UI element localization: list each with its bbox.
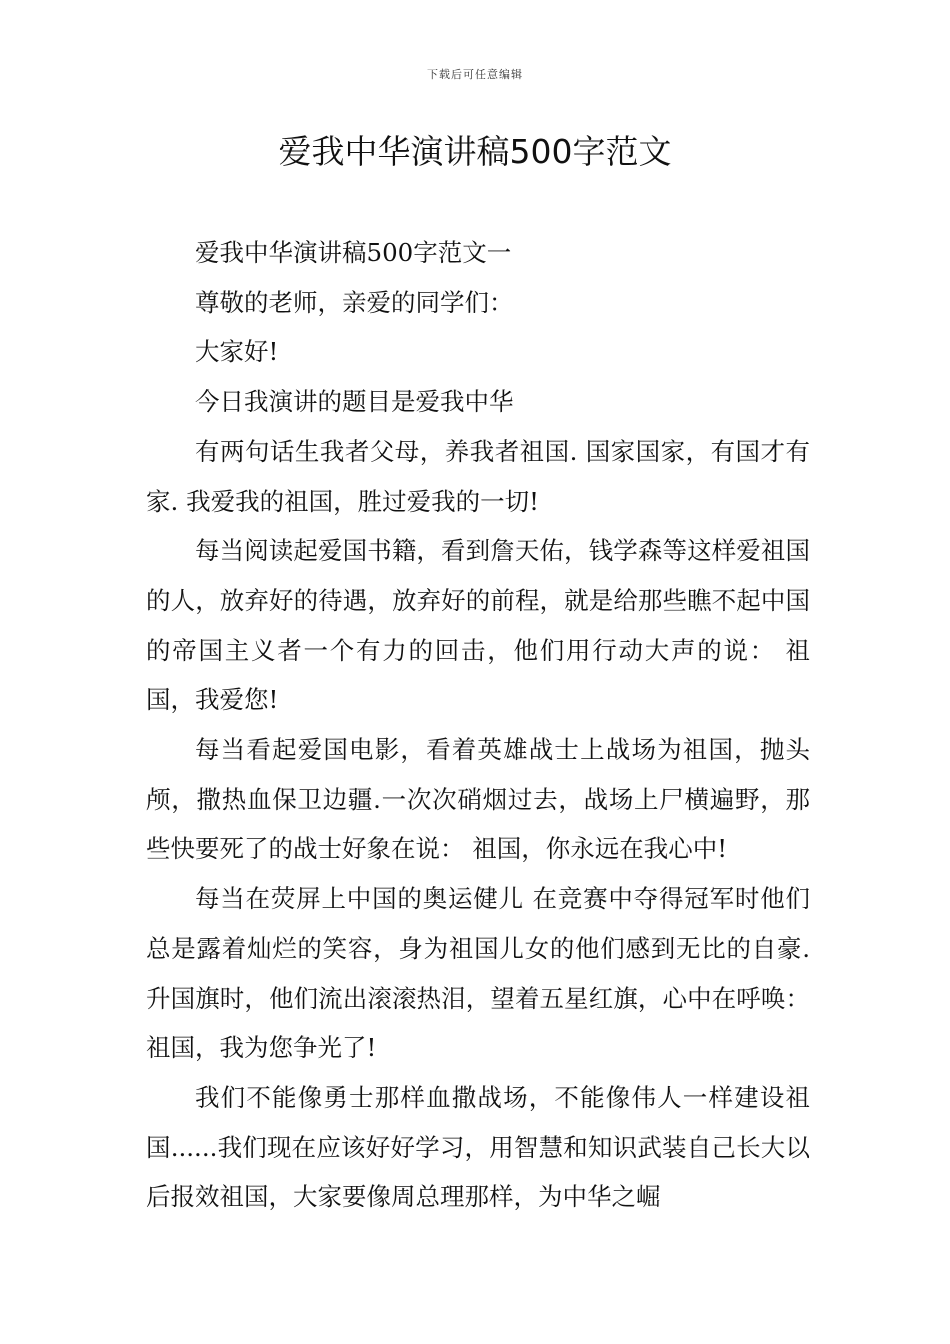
document-body (146, 228, 810, 1222)
page-header-note: 下载后可任意编辑 (427, 68, 523, 81)
paragraph-body: 每当看起爱国电影，看着英雄战士上战场为祖国，抛头颅，撒热血保卫边疆.一次次硝烟过去，战场上尸横遍野，那些快要死了的战士好象在说： 祖国，你永远在我心中! (146, 735, 810, 864)
paragraph-body: 有两句话生我者父母，养我者祖国. 国家国家，有国才有家. 我爱我的祖国，胜过爱我的一切! (146, 436, 810, 516)
document-title: 爱我中华演讲稿500字范文 (278, 132, 672, 171)
paragraph-body: 我们不能像勇士那样血撒战场，不能像伟人一样建设祖国......我们现在应该好好学习，用智慧和知识武装自己长大以后报效祖国，大家要像周总理那样，为中华之崛 (146, 1082, 810, 1212)
paragraph-body: 每当在荧屏上中国的奥运健儿 在竞赛中夺得冠军时他们总是露着灿烂的笑容，身为祖国儿女的他们感到无比的自豪.升国旗时，他们流出滚滚热泪，望着五星红旗，心中在呼唤： 祖国，我为您争光了! (146, 884, 810, 1063)
paragraph-subtitle: 爱我中华演讲稿500字范文一 (195, 238, 512, 267)
paragraph-salutation: 尊敬的老师，亲爱的同学们： (195, 287, 514, 317)
paragraph-topic: 今日我演讲的题目是爱我中华 (195, 387, 514, 417)
paragraph-body: 每当阅读起爱国书籍，看到詹天佑，钱学森等这样爱祖国的人，放弃好的待遇，放弃好的前程，就是给那些瞧不起中国的帝国主义者一个有力的回击，他们用行动大声的说： 祖国，我爱您! (146, 536, 810, 715)
paragraph-greeting: 大家好! (195, 337, 279, 367)
